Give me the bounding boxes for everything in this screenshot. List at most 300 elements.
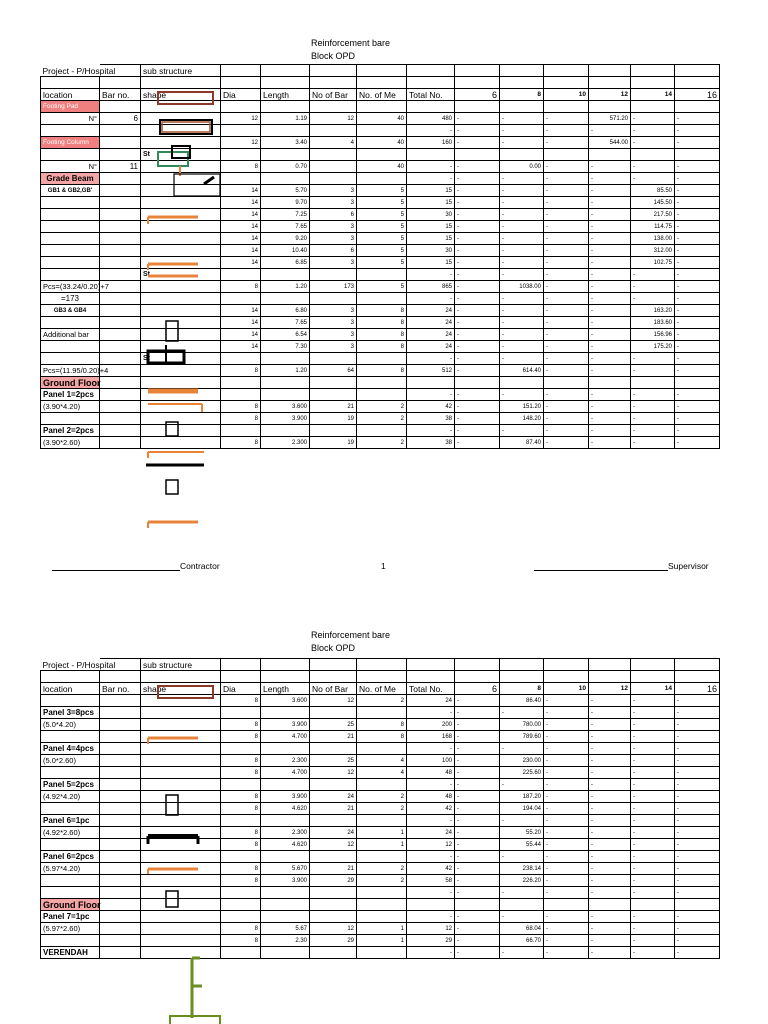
location-cell: Ground Floor xyxy=(41,377,100,389)
total-no-cell: - xyxy=(407,293,455,305)
length-cell: 7.65 xyxy=(261,317,310,329)
weight-12-cell: - xyxy=(589,719,631,731)
dia-cell: 8 xyxy=(221,755,261,767)
no-of-bar-cell: 25 xyxy=(310,755,357,767)
location-cell: GB3 & GB4 xyxy=(41,305,100,317)
weight-16-cell: - xyxy=(675,125,720,137)
dia-cell xyxy=(221,899,261,911)
weight-10-cell: - xyxy=(544,923,589,935)
weight-14-cell: - xyxy=(631,695,675,707)
weight-6-cell: - xyxy=(455,707,500,719)
weight-14-cell: 85.50 xyxy=(631,185,675,197)
total-no-cell: - xyxy=(407,707,455,719)
no-of-member-cell: 5 xyxy=(357,281,407,293)
blank-cell xyxy=(544,659,589,671)
weight-6-cell: - xyxy=(455,863,500,875)
weight-16-cell: - xyxy=(675,293,720,305)
weight-12-cell: - xyxy=(589,887,631,899)
weight-14-cell: - xyxy=(631,755,675,767)
dia-cell: 8 xyxy=(221,935,261,947)
length-cell: 3.900 xyxy=(261,413,310,425)
length-cell: 10.40 xyxy=(261,245,310,257)
weight-16-cell: - xyxy=(675,353,720,365)
weight-14-cell: - xyxy=(631,173,675,185)
weight-14-cell: 156.96 xyxy=(631,329,675,341)
dia-cell: 14 xyxy=(221,197,261,209)
weight-12-cell: - xyxy=(589,245,631,257)
no-of-member-cell xyxy=(357,815,407,827)
weight-6-cell: - xyxy=(455,389,500,401)
length-cell: 3.900 xyxy=(261,791,310,803)
total-no-cell: - xyxy=(407,743,455,755)
no-of-member-cell: 1 xyxy=(357,839,407,851)
location-cell: Panel 5=2pcs xyxy=(41,779,100,791)
no-of-bar-cell: 3 xyxy=(310,257,357,269)
total-no-cell: 15 xyxy=(407,185,455,197)
no-of-member-cell xyxy=(357,899,407,911)
weight-6-cell: - xyxy=(455,329,500,341)
bar-number-cell xyxy=(100,719,141,731)
no-of-bar-cell: 6 xyxy=(310,209,357,221)
dia-cell: 8 xyxy=(221,281,261,293)
col-header: 14 xyxy=(631,89,675,101)
weight-10-cell: - xyxy=(544,731,589,743)
weight-16-cell: - xyxy=(675,695,720,707)
weight-16-cell: - xyxy=(675,791,720,803)
no-of-bar-cell xyxy=(310,779,357,791)
weight-14-cell: 114.75 xyxy=(631,221,675,233)
weight-10-cell: - xyxy=(544,269,589,281)
weight-10-cell: - xyxy=(544,695,589,707)
weight-6-cell: - xyxy=(455,779,500,791)
weight-8-cell: 614.40 xyxy=(500,365,544,377)
weight-10-cell: - xyxy=(544,329,589,341)
length-cell: 6.54 xyxy=(261,329,310,341)
weight-16-cell: - xyxy=(675,437,720,449)
dia-cell: 12 xyxy=(221,137,261,149)
weight-8-cell: 225.60 xyxy=(500,767,544,779)
length-cell: 5.670 xyxy=(261,863,310,875)
location-cell: GB1 & GB2,GB' xyxy=(41,185,100,197)
weight-16-cell: - xyxy=(675,755,720,767)
bar-number-cell xyxy=(100,743,141,755)
shape-stirrup-icon xyxy=(166,795,178,815)
no-of-bar-cell: 21 xyxy=(310,401,357,413)
weight-12-cell: - xyxy=(589,329,631,341)
weight-16-cell: - xyxy=(675,425,720,437)
weight-8-cell: 238.14 xyxy=(500,863,544,875)
weight-12-cell: - xyxy=(589,923,631,935)
total-no-cell: 30 xyxy=(407,209,455,221)
weight-12-cell: 571.20 xyxy=(589,113,631,125)
weight-12-cell: - xyxy=(589,875,631,887)
total-no-cell: 24 xyxy=(407,341,455,353)
bar-number-cell xyxy=(100,731,141,743)
total-no-cell: - xyxy=(407,173,455,185)
no-of-member-cell: 40 xyxy=(357,113,407,125)
no-of-member-cell: 2 xyxy=(357,791,407,803)
blank-cell xyxy=(407,659,455,671)
location-cell xyxy=(41,695,100,707)
weight-14-cell: 312.00 xyxy=(631,245,675,257)
weight-8-cell: - xyxy=(500,353,544,365)
weight-12-cell: - xyxy=(589,863,631,875)
length-cell: 3.600 xyxy=(261,695,310,707)
col-header: Bar no. xyxy=(100,89,141,101)
weight-16-cell: - xyxy=(675,221,720,233)
weight-14-cell: - xyxy=(631,767,675,779)
no-of-bar-cell: 19 xyxy=(310,413,357,425)
weight-8-cell: - xyxy=(500,851,544,863)
weight-10-cell: - xyxy=(544,317,589,329)
location-cell: Ground Floor xyxy=(41,899,100,911)
location-cell: Pcs=(11.95/0.20)+4 xyxy=(41,365,100,377)
weight-16-cell: - xyxy=(675,173,720,185)
weight-14-cell: - xyxy=(631,827,675,839)
weight-6-cell: - xyxy=(455,293,500,305)
no-of-bar-cell: 29 xyxy=(310,935,357,947)
shape-stirrup-icon xyxy=(166,891,178,907)
location-cell: (5.97*2.60) xyxy=(41,923,100,935)
weight-16-cell: - xyxy=(675,719,720,731)
bar-number-cell xyxy=(100,755,141,767)
weight-8-cell: - xyxy=(500,185,544,197)
weight-8-cell: - xyxy=(500,425,544,437)
location-cell: N° xyxy=(41,113,100,125)
weight-16-cell: - xyxy=(675,281,720,293)
bar-number-cell xyxy=(100,935,141,947)
supervisor-label: Supervisor xyxy=(668,561,709,571)
no-of-bar-cell xyxy=(310,911,357,923)
no-of-member-cell: 1 xyxy=(357,935,407,947)
weight-16-cell: - xyxy=(675,161,720,173)
location-cell: Footing Column xyxy=(41,137,100,149)
total-no-cell: 200 xyxy=(407,719,455,731)
length-cell: 2.300 xyxy=(261,755,310,767)
weight-8-cell: - xyxy=(500,209,544,221)
length-cell xyxy=(261,899,310,911)
bar-number-cell xyxy=(100,947,141,959)
weight-12-cell: - xyxy=(589,935,631,947)
weight-16-cell: - xyxy=(675,827,720,839)
no-of-bar-cell: 12 xyxy=(310,695,357,707)
weight-8-cell: - xyxy=(500,125,544,137)
blank-cell xyxy=(261,671,310,683)
weight-10-cell: - xyxy=(544,365,589,377)
no-of-member-cell: 8 xyxy=(357,329,407,341)
weight-12-cell: - xyxy=(589,293,631,305)
no-of-member-cell xyxy=(357,911,407,923)
location-cell: (5.0*2.60) xyxy=(41,755,100,767)
weight-16-cell: - xyxy=(675,401,720,413)
weight-10-cell: - xyxy=(544,233,589,245)
bar-number-cell xyxy=(100,899,141,911)
weight-10-cell: - xyxy=(544,341,589,353)
weight-16-cell: - xyxy=(675,209,720,221)
weight-12-cell: - xyxy=(589,389,631,401)
no-of-member-cell xyxy=(357,887,407,899)
no-of-bar-cell: 21 xyxy=(310,803,357,815)
weight-16-cell: - xyxy=(675,779,720,791)
blank-cell xyxy=(500,671,544,683)
project-name: Project - P/Hospital xyxy=(42,66,116,76)
no-of-bar-cell: 24 xyxy=(310,827,357,839)
weight-10-cell: - xyxy=(544,425,589,437)
total-no-cell: 24 xyxy=(407,317,455,329)
no-of-member-cell: 2 xyxy=(357,695,407,707)
col-header: No of Bar xyxy=(310,89,357,101)
weight-10-cell: - xyxy=(544,815,589,827)
dia-cell: 12 xyxy=(221,113,261,125)
weight-14-cell: - xyxy=(631,125,675,137)
no-of-bar-cell: 19 xyxy=(310,437,357,449)
dia-cell: 14 xyxy=(221,233,261,245)
bar-number-cell xyxy=(100,779,141,791)
weight-12-cell: - xyxy=(589,767,631,779)
total-no-cell: - xyxy=(407,353,455,365)
total-no-cell: - xyxy=(407,947,455,959)
page-number: 1 xyxy=(381,561,386,571)
length-cell: 4.620 xyxy=(261,839,310,851)
no-of-member-cell: 8 xyxy=(357,341,407,353)
weight-14-cell: 102.75 xyxy=(631,257,675,269)
length-cell: 3.900 xyxy=(261,719,310,731)
weight-10-cell: - xyxy=(544,245,589,257)
weight-14-cell: 183.60 xyxy=(631,317,675,329)
length-cell: 9.70 xyxy=(261,197,310,209)
bar-number-cell xyxy=(100,707,141,719)
blank-cell xyxy=(357,659,407,671)
total-no-cell: - xyxy=(407,161,455,173)
weight-14-cell: 163.20 xyxy=(631,305,675,317)
total-no-cell: 24 xyxy=(407,305,455,317)
weight-10-cell: - xyxy=(544,911,589,923)
bar-number-cell xyxy=(100,923,141,935)
total-no-cell: 38 xyxy=(407,413,455,425)
bar-number-cell xyxy=(100,815,141,827)
weight-12-cell: - xyxy=(589,281,631,293)
total-no-cell: - xyxy=(407,815,455,827)
weight-8-cell: 187.20 xyxy=(500,791,544,803)
col-header: location xyxy=(41,683,100,695)
weight-16-cell: - xyxy=(675,707,720,719)
col-header: No. of Me xyxy=(357,89,407,101)
weight-6-cell: - xyxy=(455,113,500,125)
weight-10-cell: - xyxy=(544,281,589,293)
bar-shapes-p2 xyxy=(140,658,222,1024)
no-of-bar-cell: 3 xyxy=(310,197,357,209)
total-no-cell: 42 xyxy=(407,401,455,413)
col-header: 14 xyxy=(631,683,675,695)
weight-16-cell: - xyxy=(675,113,720,125)
bar-number-cell xyxy=(100,803,141,815)
weight-10-cell: - xyxy=(544,755,589,767)
weight-6-cell: - xyxy=(455,257,500,269)
weight-16-cell: - xyxy=(675,731,720,743)
dia-cell: 8 xyxy=(221,863,261,875)
dia-cell: 14 xyxy=(221,209,261,221)
weight-8-cell: - xyxy=(500,707,544,719)
dia-cell xyxy=(221,743,261,755)
weight-10-cell: - xyxy=(544,887,589,899)
col-header: 16 xyxy=(675,683,720,695)
weight-10-cell: - xyxy=(544,719,589,731)
dia-cell: 8 xyxy=(221,875,261,887)
dia-cell: 8 xyxy=(221,791,261,803)
weight-6-cell: - xyxy=(455,875,500,887)
weight-6-cell: - xyxy=(455,341,500,353)
sheet-title: Reinforcement bare xyxy=(311,38,391,48)
weight-14-cell: - xyxy=(631,791,675,803)
total-no-cell: 15 xyxy=(407,257,455,269)
no-of-member-cell: 1 xyxy=(357,923,407,935)
weight-10-cell xyxy=(544,899,589,911)
total-no-cell: 15 xyxy=(407,197,455,209)
weight-14-cell: - xyxy=(631,719,675,731)
dia-cell: 14 xyxy=(221,185,261,197)
weight-14-cell: - xyxy=(631,413,675,425)
weight-12-cell: - xyxy=(589,125,631,137)
weight-14-cell: - xyxy=(631,353,675,365)
weight-14-cell: - xyxy=(631,707,675,719)
dia-cell: 14 xyxy=(221,257,261,269)
weight-6-cell: - xyxy=(455,209,500,221)
length-cell xyxy=(261,707,310,719)
total-no-cell: 30 xyxy=(407,245,455,257)
weight-14-cell: - xyxy=(631,911,675,923)
weight-16-cell: - xyxy=(675,257,720,269)
weight-6-cell: - xyxy=(455,353,500,365)
no-of-bar-cell: 4 xyxy=(310,137,357,149)
weight-10-cell: - xyxy=(544,743,589,755)
dia-cell: 8 xyxy=(221,401,261,413)
weight-10-cell: - xyxy=(544,875,589,887)
weight-6-cell: - xyxy=(455,269,500,281)
weight-6-cell: - xyxy=(455,767,500,779)
weight-8-cell: 0.00 xyxy=(500,161,544,173)
location-cell xyxy=(41,803,100,815)
weight-10-cell: - xyxy=(544,113,589,125)
weight-12-cell: - xyxy=(589,365,631,377)
col-header: 8 xyxy=(500,89,544,101)
length-cell: 7.30 xyxy=(261,341,310,353)
weight-8-cell: 68.04 xyxy=(500,923,544,935)
location-cell: Footing Pad xyxy=(41,101,100,113)
length-cell: 2.300 xyxy=(261,437,310,449)
no-of-bar-cell: 3 xyxy=(310,221,357,233)
weight-12-cell: - xyxy=(589,173,631,185)
length-cell: 5.70 xyxy=(261,185,310,197)
weight-10-cell: - xyxy=(544,173,589,185)
dia-cell: 8 xyxy=(221,803,261,815)
weight-6-cell: - xyxy=(455,401,500,413)
no-of-bar-cell xyxy=(310,851,357,863)
blank-cell xyxy=(589,659,631,671)
location-cell: (4.92*2.60) xyxy=(41,827,100,839)
blank-cell xyxy=(221,659,261,671)
dia-cell: 14 xyxy=(221,305,261,317)
no-of-member-cell: 5 xyxy=(357,185,407,197)
col-header: Dia xyxy=(221,683,261,695)
total-no-cell: 480 xyxy=(407,113,455,125)
blank-cell xyxy=(589,671,631,683)
total-no-cell: - xyxy=(407,851,455,863)
weight-12-cell: - xyxy=(589,161,631,173)
no-of-member-cell: 2 xyxy=(357,401,407,413)
blank-cell xyxy=(675,659,720,671)
blank-cell xyxy=(407,671,455,683)
blank-cell xyxy=(544,671,589,683)
no-of-bar-cell: 21 xyxy=(310,731,357,743)
weight-14-cell: - xyxy=(631,851,675,863)
weight-6-cell: - xyxy=(455,161,500,173)
weight-14-cell: - xyxy=(631,863,675,875)
weight-10-cell: - xyxy=(544,257,589,269)
length-cell: 1.19 xyxy=(261,113,310,125)
weight-16-cell: - xyxy=(675,341,720,353)
weight-8-cell: 226.20 xyxy=(500,875,544,887)
weight-8-cell: - xyxy=(500,173,544,185)
blank-cell xyxy=(310,671,357,683)
total-no-cell: - xyxy=(407,269,455,281)
location-cell xyxy=(41,875,100,887)
weight-10-cell: - xyxy=(544,863,589,875)
weight-14-cell: 217.50 xyxy=(631,209,675,221)
weight-12-cell: - xyxy=(589,755,631,767)
weight-12-cell: - xyxy=(589,317,631,329)
bar-number-cell xyxy=(100,851,141,863)
total-no-cell: 24 xyxy=(407,695,455,707)
weight-16-cell: - xyxy=(675,185,720,197)
length-cell: 6.85 xyxy=(261,257,310,269)
blank-cell xyxy=(357,671,407,683)
no-of-member-cell: 2 xyxy=(357,875,407,887)
weight-8-cell: - xyxy=(500,887,544,899)
weight-6-cell: - xyxy=(455,719,500,731)
dia-cell: 8 xyxy=(221,413,261,425)
weight-6-cell: - xyxy=(455,413,500,425)
weight-6-cell: - xyxy=(455,791,500,803)
weight-16-cell: - xyxy=(675,365,720,377)
no-of-member-cell xyxy=(357,779,407,791)
length-cell: 3.40 xyxy=(261,137,310,149)
weight-10-cell: - xyxy=(544,161,589,173)
weight-6-cell: - xyxy=(455,755,500,767)
length-cell xyxy=(261,815,310,827)
no-of-member-cell: 8 xyxy=(357,731,407,743)
no-of-bar-cell xyxy=(310,899,357,911)
bar-number-cell xyxy=(100,887,141,899)
col-header: 6 xyxy=(455,683,500,695)
no-of-member-cell xyxy=(357,707,407,719)
weight-6-cell: - xyxy=(455,221,500,233)
col-header: Total No. xyxy=(407,89,455,101)
weight-8-cell: - xyxy=(500,293,544,305)
col-header: 6 xyxy=(455,89,500,101)
weight-16-cell: - xyxy=(675,851,720,863)
weight-10-cell: - xyxy=(544,137,589,149)
no-of-member-cell xyxy=(357,947,407,959)
col-header: No of Bar xyxy=(310,683,357,695)
weight-10-cell: - xyxy=(544,389,589,401)
no-of-bar-cell: 12 xyxy=(310,113,357,125)
total-no-cell: - xyxy=(407,389,455,401)
dia-cell: 14 xyxy=(221,317,261,329)
weight-10-cell: - xyxy=(544,197,589,209)
weight-12-cell: - xyxy=(589,269,631,281)
weight-14-cell: 145.50 xyxy=(631,197,675,209)
weight-6-cell: - xyxy=(455,887,500,899)
